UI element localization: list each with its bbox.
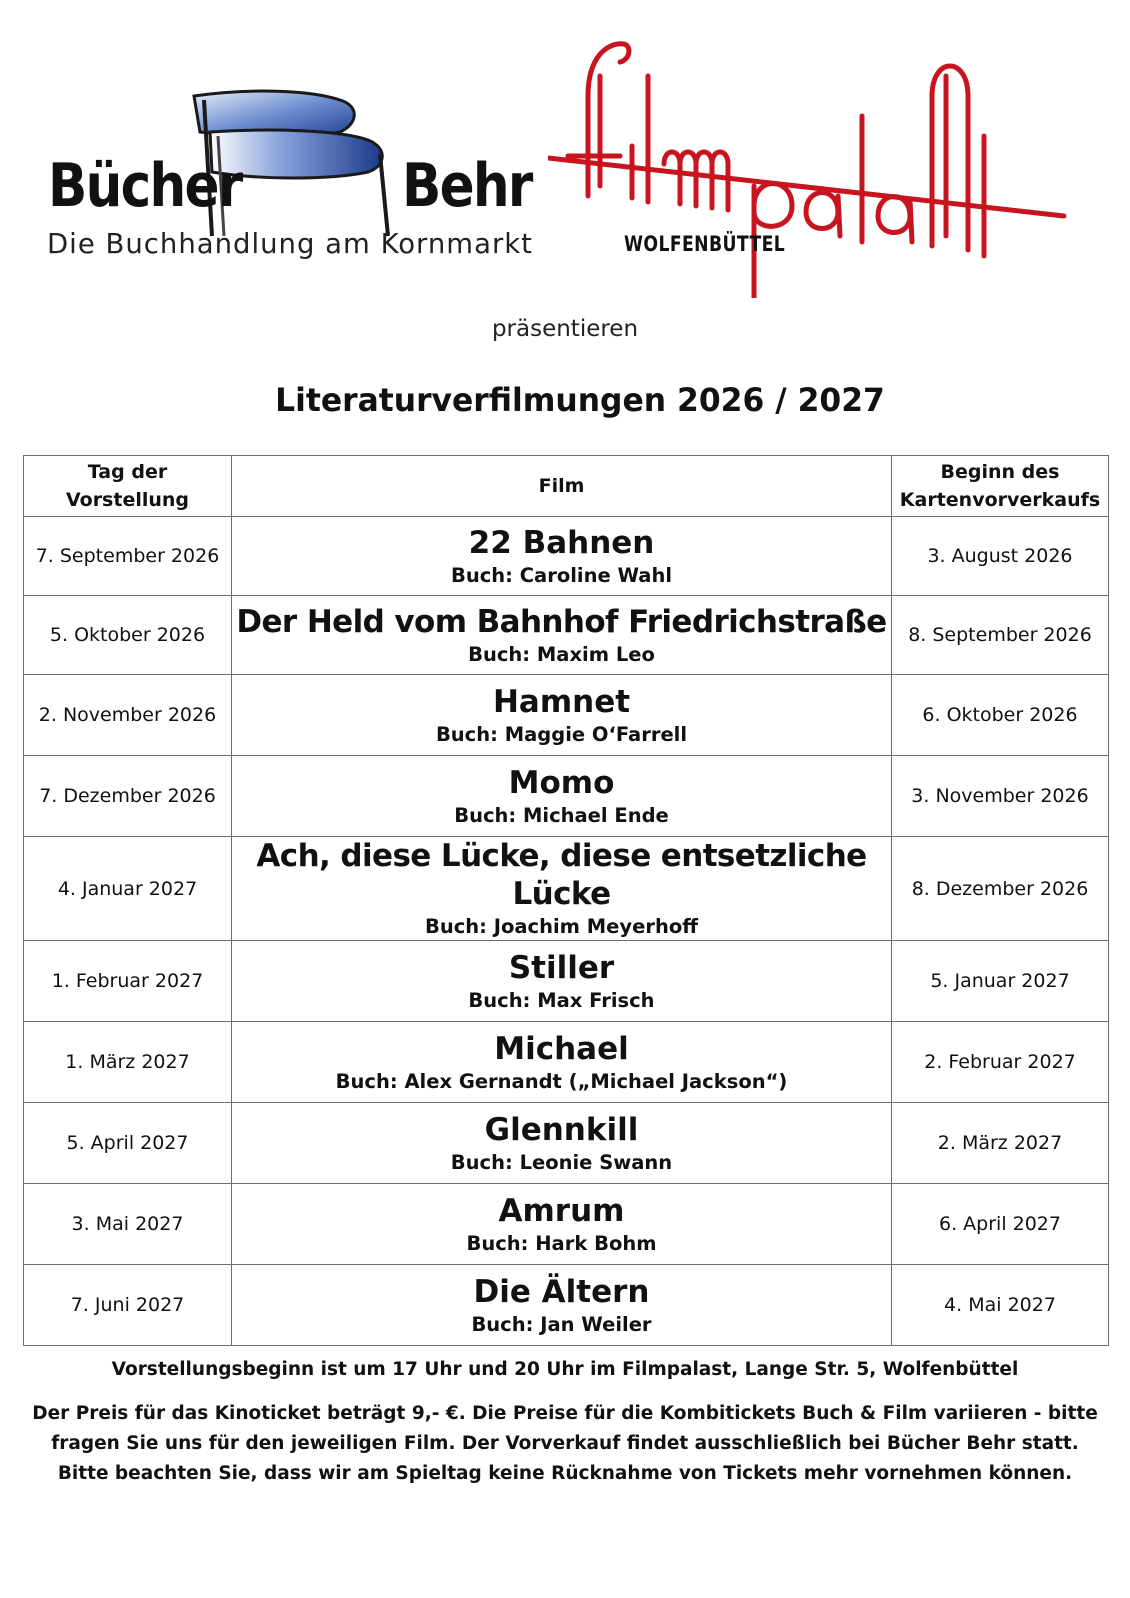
film-cell: [232, 675, 892, 756]
presale-date: 3. August 2026: [892, 517, 1109, 596]
screening-date: 4. Januar 2027: [24, 837, 232, 941]
film-cell: [232, 1103, 892, 1184]
cinema-logo: [548, 36, 1094, 298]
header-presale-line1: Beginn des: [940, 461, 1060, 483]
presale-date: 8. September 2026: [892, 596, 1109, 675]
film-book: Buch: Leonie Swann: [450, 1150, 673, 1174]
table-row: [24, 756, 1109, 837]
screening-date: 7. Juni 2027: [24, 1265, 232, 1346]
table-row: [24, 1103, 1109, 1184]
presale-date: 3. November 2026: [892, 756, 1109, 837]
film-book: Buch: Hark Bohm: [466, 1231, 657, 1255]
table-row: [24, 517, 1109, 596]
film-title: Michael: [494, 1030, 629, 1067]
header-screening-day: [24, 456, 232, 517]
showtimes-note: Vorstellungsbeginn ist um 17 Uhr und 20 Uhr im Filmpalast, Lange Str. 5, Wolfenbüttel: [111, 1359, 1019, 1380]
film-title: Momo: [508, 764, 615, 801]
bookshop-name-part1: Bücher: [48, 151, 242, 221]
table-header-row: [24, 456, 1109, 517]
film-book: Buch: Alex Gernandt („Michael Jackson“): [335, 1069, 788, 1093]
ticket-info-note: Der Preis für das Kinoticket beträgt 9,- €. Die Preise für die Kombitickets Buch & Film variieren - bitte fragen Sie uns für den jeweiligen Film. Der Vorverkauf findet ausschließlich bei Bücher Behr statt. Bitte beachten Sie, dass wir am Spieltag keine Rücknahme von Tickets mehr vornehmen können.: [32, 1403, 1098, 1484]
presale-date: 8. Dezember 2026: [892, 837, 1109, 941]
header-day-line2: Vorstellung: [65, 489, 190, 511]
header-film-label: Film: [538, 475, 585, 497]
bookshop-name-part2: Behr: [402, 151, 532, 221]
film-book: Buch: Michael Ende: [454, 803, 669, 827]
film-title: Amrum: [498, 1192, 625, 1229]
film-book: Buch: Maxim Leo: [468, 642, 655, 666]
presale-date: 2. März 2027: [892, 1103, 1109, 1184]
table-row: [24, 941, 1109, 1022]
film-cell: [232, 941, 892, 1022]
screening-date: 1. März 2027: [24, 1022, 232, 1103]
film-cell: [232, 1265, 892, 1346]
film-title: Hamnet: [492, 683, 631, 720]
screening-date: 3. Mai 2027: [24, 1184, 232, 1265]
film-cell: [232, 756, 892, 837]
screening-date: 5. April 2027: [24, 1103, 232, 1184]
table-row: [24, 1022, 1109, 1103]
page-title: Literaturverfilmungen 2026 / 2027: [275, 381, 885, 419]
cinema-city: WOLFENBÜTTEL: [624, 232, 786, 256]
header-presale-line2: Kartenvorverkaufs: [899, 489, 1101, 511]
film-book: Buch: Jan Weiler: [471, 1312, 652, 1336]
film-cell: [232, 837, 892, 941]
table-row: [24, 837, 1109, 941]
film-cell: [232, 596, 892, 675]
header-film: [232, 456, 892, 517]
bookshop-tagline: Die Buchhandlung am Kornmarkt: [47, 228, 533, 260]
film-title: Stiller: [508, 949, 615, 986]
film-title: Der Held vom Bahnhof Friedrichstraße: [236, 603, 887, 640]
table-row: [24, 1265, 1109, 1346]
screening-date: 2. November 2026: [24, 675, 232, 756]
film-cell: [232, 1184, 892, 1265]
screening-date: 5. Oktober 2026: [24, 596, 232, 675]
film-title: Ach, diese Lücke, diese entsetzliche Lücke: [256, 838, 867, 912]
table-row: [24, 675, 1109, 756]
film-title: Die Ältern: [473, 1273, 650, 1310]
film-book: Buch: Caroline Wahl: [450, 563, 673, 587]
film-cell: [232, 517, 892, 596]
presale-date: 4. Mai 2027: [892, 1265, 1109, 1346]
presale-date: 6. April 2027: [892, 1184, 1109, 1265]
screening-date: 7. September 2026: [24, 517, 232, 596]
presale-date: 6. Oktober 2026: [892, 675, 1109, 756]
table-row: [24, 1184, 1109, 1265]
screening-date: 7. Dezember 2026: [24, 756, 232, 837]
cinema-script-logo-icon: [548, 36, 1094, 298]
header-day-line1: Tag der: [87, 461, 168, 483]
film-title: Glennkill: [484, 1111, 639, 1148]
presale-date: 2. Februar 2027: [892, 1022, 1109, 1103]
presents-text: präsentieren: [491, 316, 639, 342]
presale-date: 5. Januar 2027: [892, 941, 1109, 1022]
table-row: [24, 596, 1109, 675]
header-presale-start: [892, 456, 1109, 517]
film-book: Buch: Max Frisch: [468, 988, 655, 1012]
film-book: Buch: Maggie O‘Farrell: [435, 722, 688, 746]
film-book: Buch: Joachim Meyerhoff: [424, 915, 699, 938]
bookshop-logo: [44, 88, 533, 278]
screening-date: 1. Februar 2027: [24, 941, 232, 1022]
schedule-table: [23, 455, 1109, 1346]
film-cell: [232, 1022, 892, 1103]
film-title: 22 Bahnen: [468, 524, 655, 561]
